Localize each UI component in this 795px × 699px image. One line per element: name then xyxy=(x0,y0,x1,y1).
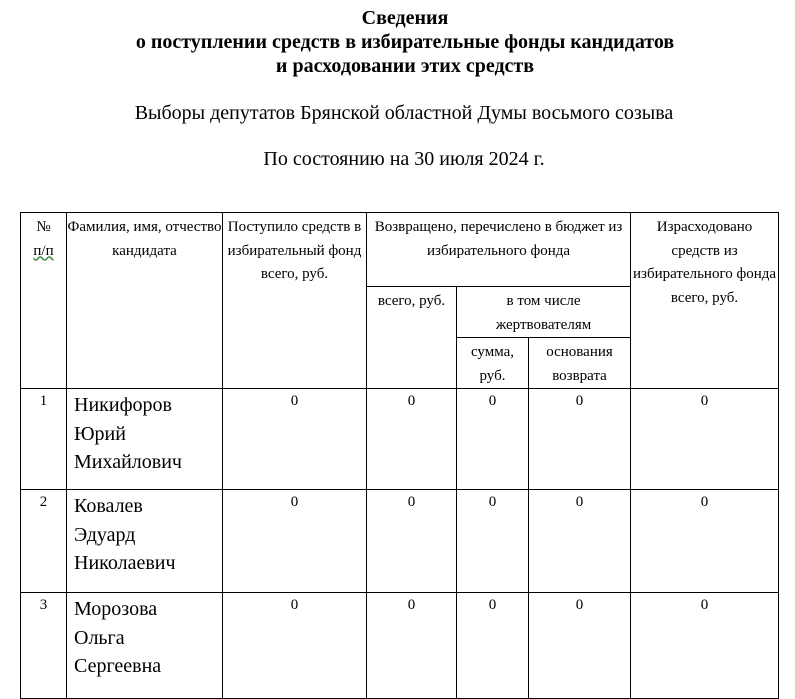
header-received: Поступило средств в избирательный фонд всего, руб. xyxy=(223,213,367,389)
header-num-line2: п/п xyxy=(33,242,54,259)
candidate-surname: Никифоров xyxy=(74,394,172,416)
candidate-patronymic: Михайлович xyxy=(74,451,182,473)
received-value: 0 xyxy=(223,593,367,699)
candidate-surname: Ковалев xyxy=(74,495,143,517)
candidate-first-name: Эдуард xyxy=(74,523,136,546)
received-value: 0 xyxy=(223,389,367,490)
title-line-3: и расходовании этих средств xyxy=(275,55,535,77)
candidate-first-name: Ольга xyxy=(74,626,125,649)
funds-table xyxy=(20,212,779,699)
row-num: 1 xyxy=(21,389,67,490)
donors-sum-value: 0 xyxy=(457,389,529,490)
candidate-name xyxy=(67,389,223,490)
candidate-first-name: Юрий xyxy=(74,422,126,445)
donors-reason-value: 0 xyxy=(529,593,631,699)
table-row xyxy=(21,490,779,593)
spent-value: 0 xyxy=(631,593,779,699)
document-title xyxy=(0,6,795,78)
header-donors-sum: сумма, руб. xyxy=(457,338,529,389)
report-date: По состоянию на 30 июля 2024 г. xyxy=(263,148,545,170)
received-value: 0 xyxy=(223,490,367,593)
candidate-surname: Морозова xyxy=(74,598,158,620)
donors-sum-value: 0 xyxy=(457,490,529,593)
header-to-donors: в том числе жертвователям xyxy=(457,287,631,338)
header-num-line1: № xyxy=(36,219,51,235)
title-line-2: о поступлении средств в избирательные фонды кандидатов xyxy=(135,31,675,53)
candidate-patronymic: Николаевич xyxy=(74,552,176,574)
table-row xyxy=(21,593,779,699)
candidate-patronymic: Сергеевна xyxy=(74,655,162,677)
returned-total-value: 0 xyxy=(367,593,457,699)
donors-reason-value: 0 xyxy=(529,490,631,593)
returned-total-value: 0 xyxy=(367,389,457,490)
election-subtitle: Выборы депутатов Брянской областной Думы восьмого созыва xyxy=(134,102,674,124)
title-line-1: Сведения xyxy=(361,7,449,29)
header-num xyxy=(21,213,67,389)
candidate-name xyxy=(67,490,223,593)
returned-total-value: 0 xyxy=(367,490,457,593)
spent-value: 0 xyxy=(631,389,779,490)
row-num: 3 xyxy=(21,593,67,699)
header-returned: Возвращено, перечислено в бюджет из избирательного фонда xyxy=(367,213,631,287)
table-body xyxy=(21,389,779,699)
table-row xyxy=(21,389,779,490)
candidate-name xyxy=(67,593,223,699)
donors-sum-value: 0 xyxy=(457,593,529,699)
header-donors-reason: основания возврата xyxy=(529,338,631,389)
header-name: Фамилия, имя, отчество кандидата xyxy=(67,213,223,389)
donors-reason-value: 0 xyxy=(529,389,631,490)
header-returned-total: всего, руб. xyxy=(367,287,457,389)
spent-value: 0 xyxy=(631,490,779,593)
table-header xyxy=(21,213,779,389)
header-spent: Израсходовано средств из избирательного фонда всего, руб. xyxy=(631,213,779,389)
row-num: 2 xyxy=(21,490,67,593)
